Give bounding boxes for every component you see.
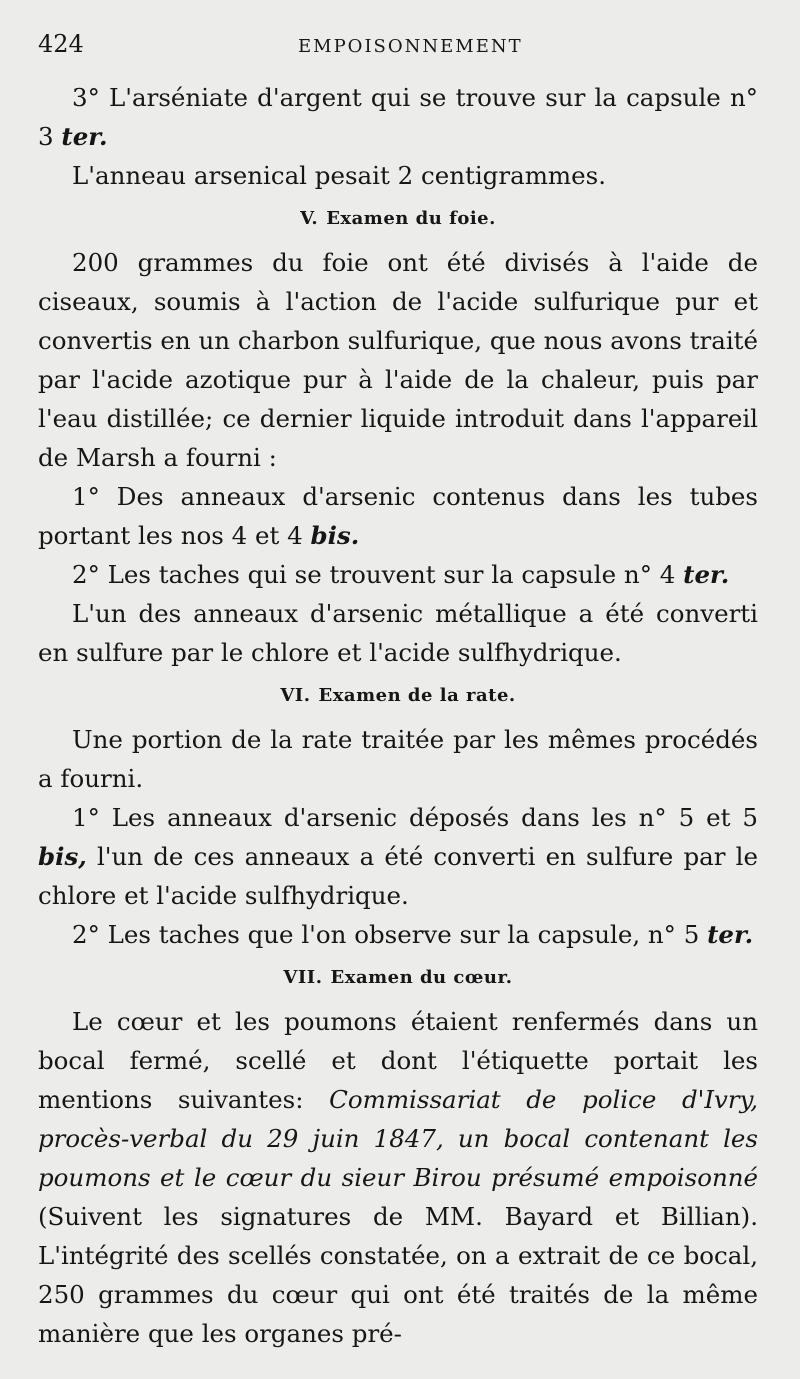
section-title: Examen du cœur. [330, 967, 513, 988]
section-numeral: VII. [283, 967, 323, 988]
section-title: Examen de la rate. [318, 685, 516, 706]
ring-weight-text: L'anneau arsenical pesait 2 centigrammes. [72, 161, 607, 190]
section-numeral: V. [300, 208, 319, 229]
section-heading-heart [38, 954, 758, 1002]
section-numeral: VI. [280, 685, 311, 706]
list-item: 2° Les taches qui se trouvent sur la capsule n° 4 ter. [72, 560, 730, 589]
paragraph: Une portion de la rate traitée par les mêmes procédés a fourni. [38, 725, 758, 793]
section-heading-liver [38, 195, 758, 243]
list-item: 1° Les anneaux d'arsenic déposés dans les n° 5 et 5 bis, l'un de ces anneaux a été converti en sulfure par le chlore et l'acide sulfhydrique. [38, 803, 758, 910]
section-heading-spleen [38, 672, 758, 720]
paragraph: 200 grammes du foie ont été divisés à l'aide de ciseaux, soumis à l'action de l'acide sulfurique pur et convertis en un charbon sulfurique, que nous avons traité par l'acide azotique pur à l'aide de la chaleur, puis par l'eau distillée; ce dernier liquide introduit dans l'appareil de Marsh a fourni : [38, 248, 758, 472]
section-heart [38, 1002, 758, 1353]
section-liver [38, 243, 758, 672]
section-spleen [38, 720, 758, 954]
list-item: 1° Des anneaux d'arsenic contenus dans les tubes portant les nos 4 et 4 bis. [38, 482, 758, 550]
intro-block [38, 78, 758, 195]
page-header [38, 30, 758, 70]
item-3-arseniate: 3° L'arséniate d'argent qui se trouve sur la capsule n° 3 ter. [38, 83, 758, 151]
paragraph: L'un des anneaux d'arsenic métallique a été converti en sulfure par le chlore et l'acide sulfhydrique. [38, 599, 758, 667]
page-number: 424 [38, 30, 84, 58]
section-title: Examen du foie. [326, 208, 496, 229]
paragraph: Le cœur et les poumons étaient renfermés dans un bocal fermé, scellé et dont l'étiquette portait les mentions suivantes: Commissariat de police d'Ivry, procès-verbal du 29 juin 1847, un bocal contenant les poumons et le cœur du sieur Birou présumé empoisonné (Suivent les signatures de MM. Bayard et Billian). L'intégrité des scellés constatée, on a extrait de ce bocal, 250 grammes du cœur qui ont été traités de la même manière que les organes pré- [38, 1007, 758, 1348]
running-title: EMPOISONNEMENT [298, 36, 523, 57]
list-item: 2° Les taches que l'on observe sur la capsule, n° 5 ter. [72, 920, 754, 949]
